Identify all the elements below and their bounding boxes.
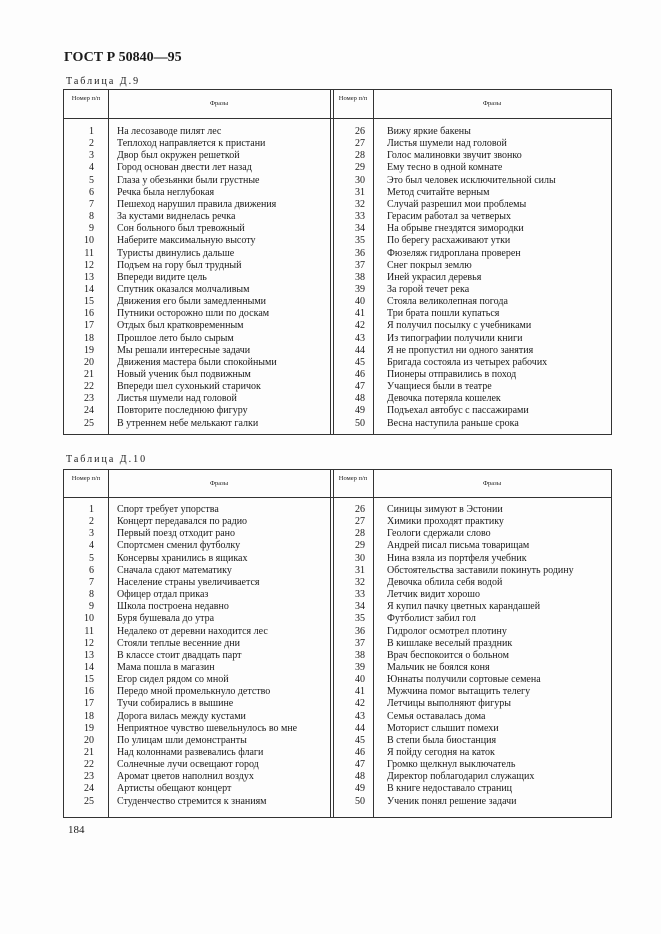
number-cell: 39 [355, 283, 365, 295]
phrase-cell: В кишлаке веселый праздник [387, 637, 513, 649]
phrase-cell: Голос малиновки звучит звонко [387, 150, 522, 162]
phrase-cell: Речка была неглубокая [117, 186, 215, 198]
number-cell: 11 [84, 247, 94, 259]
phrase-cell: Отдых был кратковременным [117, 320, 244, 332]
table-row [64, 528, 611, 540]
number-cell: 35 [355, 235, 365, 247]
phrase-cell: Я купил пачку цветных карандашей [387, 601, 541, 613]
phrase-cell: Солнечные лучи освещают город [117, 759, 259, 771]
number-cell: 22 [84, 759, 94, 771]
phrase-cell: Три брата пошли купаться [387, 308, 500, 320]
number-cell: 26 [355, 504, 365, 515]
phrase-cell: Ему тесно в одной комнате [387, 162, 503, 174]
number-cell: 50 [355, 795, 365, 807]
phrase-cell: Аромат цветов наполнил воздух [117, 771, 254, 783]
phrase-cell: Врач беспокоится о больном [387, 649, 509, 661]
number-cell: 43 [355, 710, 365, 722]
phrase-cell: Случай разрешил мои проблемы [387, 198, 527, 210]
phrase-cell: Артисты обещают концерт [117, 783, 232, 795]
table-row [64, 162, 611, 174]
number-cell: 5 [89, 552, 94, 564]
number-cell: 42 [355, 320, 365, 332]
number-cell: 40 [355, 296, 365, 308]
phrase-cell: Бригада состояла из четырех рабочих [387, 356, 548, 368]
number-cell: 48 [355, 771, 365, 783]
phrase-cell: Я получил посылку с учебниками [387, 320, 532, 332]
number-cell: 9 [89, 223, 94, 235]
table-row [64, 333, 611, 345]
number-cell: 14 [84, 661, 94, 673]
phrase-cell: В книге недоставало страниц [387, 783, 513, 795]
phrase-cell: Снег покрыл землю [387, 259, 472, 271]
table-row [64, 783, 611, 795]
number-cell: 19 [84, 722, 94, 734]
phrase-cell: Тучи собирались в вышине [117, 698, 234, 710]
phrase-cell: Сначала сдают математику [117, 564, 232, 576]
number-cell: 15 [84, 674, 94, 686]
header-number-1: Номер п/п [71, 475, 101, 482]
table-row [64, 199, 611, 211]
phrase-cell: Листья шумели над головой [387, 138, 507, 150]
table-row [64, 345, 611, 357]
number-cell: 31 [355, 564, 365, 576]
number-cell: 32 [355, 198, 365, 210]
number-cell: 42 [355, 698, 365, 710]
phrase-cell: Офицер отдал приказ [117, 589, 209, 601]
header-phrase-2: Фразы [482, 100, 502, 107]
table-d10-caption: Таблица Д.10 [66, 454, 148, 465]
phrase-cell: Иней украсил деревья [387, 271, 482, 283]
phrase-cell: На обрыве гнездятся зимородки [387, 223, 524, 235]
table-row [64, 235, 611, 247]
number-cell: 34 [355, 601, 365, 613]
phrase-cell: Обстоятельства заставили покинуть родину [387, 564, 574, 576]
phrase-cell: Летчицы выполняют фигуры [387, 698, 511, 710]
phrase-cell: Герасим работал за четверых [387, 211, 511, 223]
phrase-cell: Я пойду сегодня на каток [387, 747, 495, 758]
table-row [64, 565, 611, 577]
phrase-cell: За горой течет река [387, 283, 470, 295]
phrase-cell: Из типографии получили книги [387, 332, 523, 344]
number-cell: 37 [355, 259, 365, 271]
number-cell: 12 [84, 637, 94, 649]
table-row [64, 284, 611, 296]
table-row [64, 320, 611, 332]
phrase-cell: Дорога вилась между кустами [117, 710, 246, 722]
number-cell: 3 [89, 528, 94, 540]
table-row [64, 553, 611, 565]
number-cell: 33 [355, 589, 365, 601]
phrase-cell: Химики проходят практику [387, 516, 504, 528]
table-row [64, 577, 611, 589]
header-number-2: Номер п/п [338, 475, 368, 482]
number-cell: 8 [89, 211, 94, 223]
phrase-cell: Фюзеляж гидроплана проверен [387, 247, 521, 259]
table-row [64, 711, 611, 723]
document-title: ГОСТ Р 50840—95 [64, 50, 182, 65]
phrase-cell: Первый поезд отходит рано [117, 528, 236, 540]
number-cell: 24 [84, 405, 94, 417]
table-row [64, 589, 611, 601]
number-cell: 8 [89, 589, 94, 601]
number-cell: 10 [84, 613, 94, 625]
number-cell: 38 [355, 649, 365, 661]
number-cell: 6 [89, 186, 94, 198]
number-cell: 44 [355, 722, 365, 734]
phrase-cell: Теплоход направляется к пристани [117, 138, 266, 150]
phrase-cell: Неприятное чувство шевельнулось во мне [117, 722, 298, 734]
number-cell: 2 [89, 138, 94, 150]
table-row [64, 540, 611, 552]
phrase-cell: Я не пропустил ни одного занятия [387, 344, 534, 356]
table-d9-caption: Таблица Д.9 [66, 76, 141, 87]
phrase-cell: Футболист забил гол [387, 613, 476, 625]
phrase-cell: Консервы хранились в ящиках [117, 552, 248, 564]
table-row [64, 308, 611, 320]
number-cell: 36 [355, 247, 365, 259]
number-cell: 17 [84, 698, 94, 710]
phrase-cell: Стояли теплые весенние дни [117, 637, 240, 649]
number-cell: 29 [355, 162, 365, 174]
number-cell: 20 [84, 734, 94, 746]
table-row [64, 418, 611, 430]
number-cell: 46 [355, 747, 365, 758]
number-cell: 35 [355, 613, 365, 625]
number-cell: 45 [355, 356, 365, 368]
phrase-cell: Впереди видите цель [117, 271, 207, 283]
number-cell: 49 [355, 405, 365, 417]
number-cell: 43 [355, 332, 365, 344]
number-cell: 12 [84, 259, 94, 271]
number-cell: 26 [355, 126, 365, 137]
number-cell: 22 [84, 381, 94, 393]
table-row [64, 504, 611, 516]
number-cell: 36 [355, 625, 365, 637]
number-cell: 39 [355, 661, 365, 673]
phrase-cell: Метод считайте верным [387, 186, 490, 198]
table-row [64, 248, 611, 260]
phrase-cell: На лесозаводе пилят лес [117, 126, 222, 137]
phrase-cell: Подъем на гору был трудный [117, 259, 242, 271]
number-cell: 24 [84, 783, 94, 795]
header-phrase-1: Фразы [209, 480, 229, 487]
number-cell: 3 [89, 150, 94, 162]
phrase-cell: Недалеко от деревни находится лес [117, 625, 268, 637]
phrase-cell: Андрей писал письма товарищам [387, 540, 530, 552]
table-row [64, 638, 611, 650]
phrase-cell: Новый ученик был подвижным [117, 369, 251, 380]
number-cell: 49 [355, 783, 365, 795]
table-row [64, 296, 611, 308]
number-cell: 29 [355, 540, 365, 552]
phrase-cell: Впереди шел сухонький старичок [117, 381, 261, 393]
table-row [64, 686, 611, 698]
number-cell: 1 [89, 504, 94, 515]
number-cell: 38 [355, 271, 365, 283]
number-cell: 10 [84, 235, 94, 247]
number-cell: 41 [355, 686, 365, 698]
number-cell: 15 [84, 296, 94, 308]
number-cell: 47 [355, 381, 365, 393]
number-cell: 17 [84, 320, 94, 332]
number-cell: 50 [355, 417, 365, 429]
number-cell: 14 [84, 283, 94, 295]
phrase-cell: В степи была биостанция [387, 734, 497, 746]
number-cell: 20 [84, 356, 94, 368]
table-row [64, 601, 611, 613]
phrase-cell: Буря бушевала до утра [117, 613, 215, 625]
phrase-cell: За кустами виднелась речка [117, 211, 236, 223]
number-cell: 9 [89, 601, 94, 613]
phrase-cell: Спортсмен сменил футболку [117, 540, 241, 552]
phrase-cell: Нина взяла из портфеля учебник [387, 552, 527, 564]
number-cell: 19 [84, 344, 94, 356]
phrase-cell: По берегу расхаживают утки [387, 235, 511, 247]
table-row [64, 260, 611, 272]
table-row [64, 393, 611, 405]
table-row [64, 613, 611, 625]
number-cell: 6 [89, 564, 94, 576]
number-cell: 48 [355, 393, 365, 405]
page-number: 184 [68, 824, 85, 836]
phrase-cell: В классе стоит двадцать парт [117, 649, 242, 661]
table-row [64, 138, 611, 150]
phrase-cell: Пионеры отправились в поход [387, 369, 517, 380]
phrase-cell: Школа построена недавно [117, 601, 229, 613]
phrase-cell: Девочка облила себя водой [387, 576, 503, 588]
phrase-cell: Передо мной промелькнуло детство [117, 686, 271, 698]
number-cell: 16 [84, 308, 94, 320]
number-cell: 27 [355, 138, 365, 150]
phrase-cell: Спорт требует упорства [117, 504, 219, 515]
table-row [64, 223, 611, 235]
number-cell: 31 [355, 186, 365, 198]
phrase-cell: Мы решали интересные задачи [117, 344, 251, 356]
number-cell: 45 [355, 734, 365, 746]
phrase-cell: Прошлое лето было сырым [117, 332, 234, 344]
phrase-cell: Движения его были замедленными [117, 296, 266, 308]
table-row [64, 626, 611, 638]
number-cell: 25 [84, 417, 94, 429]
number-cell: 28 [355, 528, 365, 540]
number-cell: 16 [84, 686, 94, 698]
phrase-cell: Глаза у обезьянки были грустные [117, 174, 260, 186]
phrase-cell: Гидролог осмотрел плотину [387, 625, 507, 637]
number-cell: 33 [355, 211, 365, 223]
number-cell: 47 [355, 759, 365, 771]
phrase-cell: Двор был окружен решеткой [117, 150, 240, 162]
number-cell: 37 [355, 637, 365, 649]
phrase-cell: Директор поблагодарил служащих [387, 771, 535, 783]
table-row [64, 211, 611, 223]
number-cell: 21 [84, 747, 94, 758]
number-cell: 18 [84, 332, 94, 344]
number-cell: 28 [355, 150, 365, 162]
phrase-cell: Повторите последнюю фигуру [117, 405, 248, 417]
number-cell: 25 [84, 795, 94, 807]
number-cell: 1 [89, 126, 94, 137]
phrase-cell: Стояла великолепная погода [387, 296, 508, 308]
number-cell: 2 [89, 516, 94, 528]
phrase-cell: Мальчик не боялся коня [387, 661, 490, 673]
phrase-cell: Громко щелкнул выключатель [387, 759, 516, 771]
number-cell: 23 [84, 393, 94, 405]
phrase-cell: Концерт передавался по радио [117, 516, 248, 528]
table-row [64, 369, 611, 381]
number-cell: 30 [355, 174, 365, 186]
header-number-2: Номер п/п [338, 95, 368, 102]
phrase-cell: Город основан двести лет назад [117, 162, 252, 174]
table-row [64, 759, 611, 771]
phrase-cell: Над колоннами развевались флаги [117, 747, 264, 758]
table-row [64, 516, 611, 528]
number-cell: 4 [89, 540, 94, 552]
phrase-cell: В утреннем небе мелькают галки [117, 417, 259, 429]
table-row [64, 796, 611, 808]
table-row [64, 735, 611, 747]
table-row [64, 175, 611, 187]
table-row [64, 771, 611, 783]
phrase-cell: Девочка потеряла кошелек [387, 393, 501, 405]
phrase-cell: Егор сидел рядом со мной [117, 674, 229, 686]
table-row [64, 150, 611, 162]
table-d10 [63, 469, 612, 818]
table-row [64, 662, 611, 674]
phrase-cell: Юннаты получили сортовые семена [387, 674, 541, 686]
phrase-cell: По улицам шли демонстранты [117, 734, 247, 746]
number-cell: 40 [355, 674, 365, 686]
number-cell: 21 [84, 369, 94, 380]
table-row [64, 187, 611, 199]
number-cell: 23 [84, 771, 94, 783]
phrase-cell: Летчик видит хорошо [387, 589, 480, 601]
number-cell: 4 [89, 162, 94, 174]
number-cell: 34 [355, 223, 365, 235]
number-cell: 13 [84, 649, 94, 661]
number-cell: 7 [89, 198, 94, 210]
number-cell: 27 [355, 516, 365, 528]
phrase-cell: Пешеход нарушил правила движения [117, 198, 277, 210]
phrase-cell: Моторист слышит помехи [387, 722, 499, 734]
phrase-cell: Спутник оказался молчаливым [117, 283, 250, 295]
phrase-cell: Подъехал автобус с пассажирами [387, 405, 529, 417]
phrase-cell: Путники осторожно шли по доскам [117, 308, 270, 320]
number-cell: 44 [355, 344, 365, 356]
phrase-cell: Вижу яркие бакены [387, 126, 471, 137]
header-phrase-1: Фразы [209, 100, 229, 107]
phrase-cell: Семья оставалась дома [387, 710, 486, 722]
phrase-cell: Учащиеся были в театре [387, 381, 492, 393]
phrase-cell: Весна наступила раньше срока [387, 417, 519, 429]
table-d9 [63, 89, 612, 435]
number-cell: 30 [355, 552, 365, 564]
table-row [64, 126, 611, 138]
number-cell: 7 [89, 576, 94, 588]
table-row [64, 357, 611, 369]
table-row [64, 272, 611, 284]
table-row [64, 747, 611, 759]
phrase-cell: Наберите максимальную высоту [117, 235, 256, 247]
table-row [64, 723, 611, 735]
number-cell: 46 [355, 369, 365, 380]
number-cell: 11 [84, 625, 94, 637]
table-row [64, 698, 611, 710]
number-cell: 32 [355, 576, 365, 588]
phrase-cell: Ученик понял решение задачи [387, 795, 517, 807]
phrase-cell: Движения мастера были спокойными [117, 356, 277, 368]
number-cell: 5 [89, 174, 94, 186]
phrase-cell: Туристы двинулись дальше [117, 247, 235, 259]
number-cell: 13 [84, 271, 94, 283]
header-number-1: Номер п/п [71, 95, 101, 102]
phrase-cell: Геологи сдержали слово [387, 528, 491, 540]
phrase-cell: Сон больного был тревожный [117, 223, 245, 235]
phrase-cell: Мужчина помог вытащить телегу [387, 686, 531, 698]
phrase-cell: Население страны увеличивается [117, 576, 260, 588]
phrase-cell: Это был человек исключительной силы [387, 174, 556, 186]
table-row [64, 674, 611, 686]
header-phrase-2: Фразы [482, 480, 502, 487]
phrase-cell: Мама пошла в магазин [117, 661, 215, 673]
phrase-cell: Листья шумели над головой [117, 393, 237, 405]
number-cell: 41 [355, 308, 365, 320]
phrase-cell: Студенчество стремится к знаниям [117, 795, 267, 807]
number-cell: 18 [84, 710, 94, 722]
phrase-cell: Синицы зимуют в Эстонии [387, 504, 503, 515]
table-row [64, 405, 611, 417]
table-row [64, 381, 611, 393]
table-row [64, 650, 611, 662]
